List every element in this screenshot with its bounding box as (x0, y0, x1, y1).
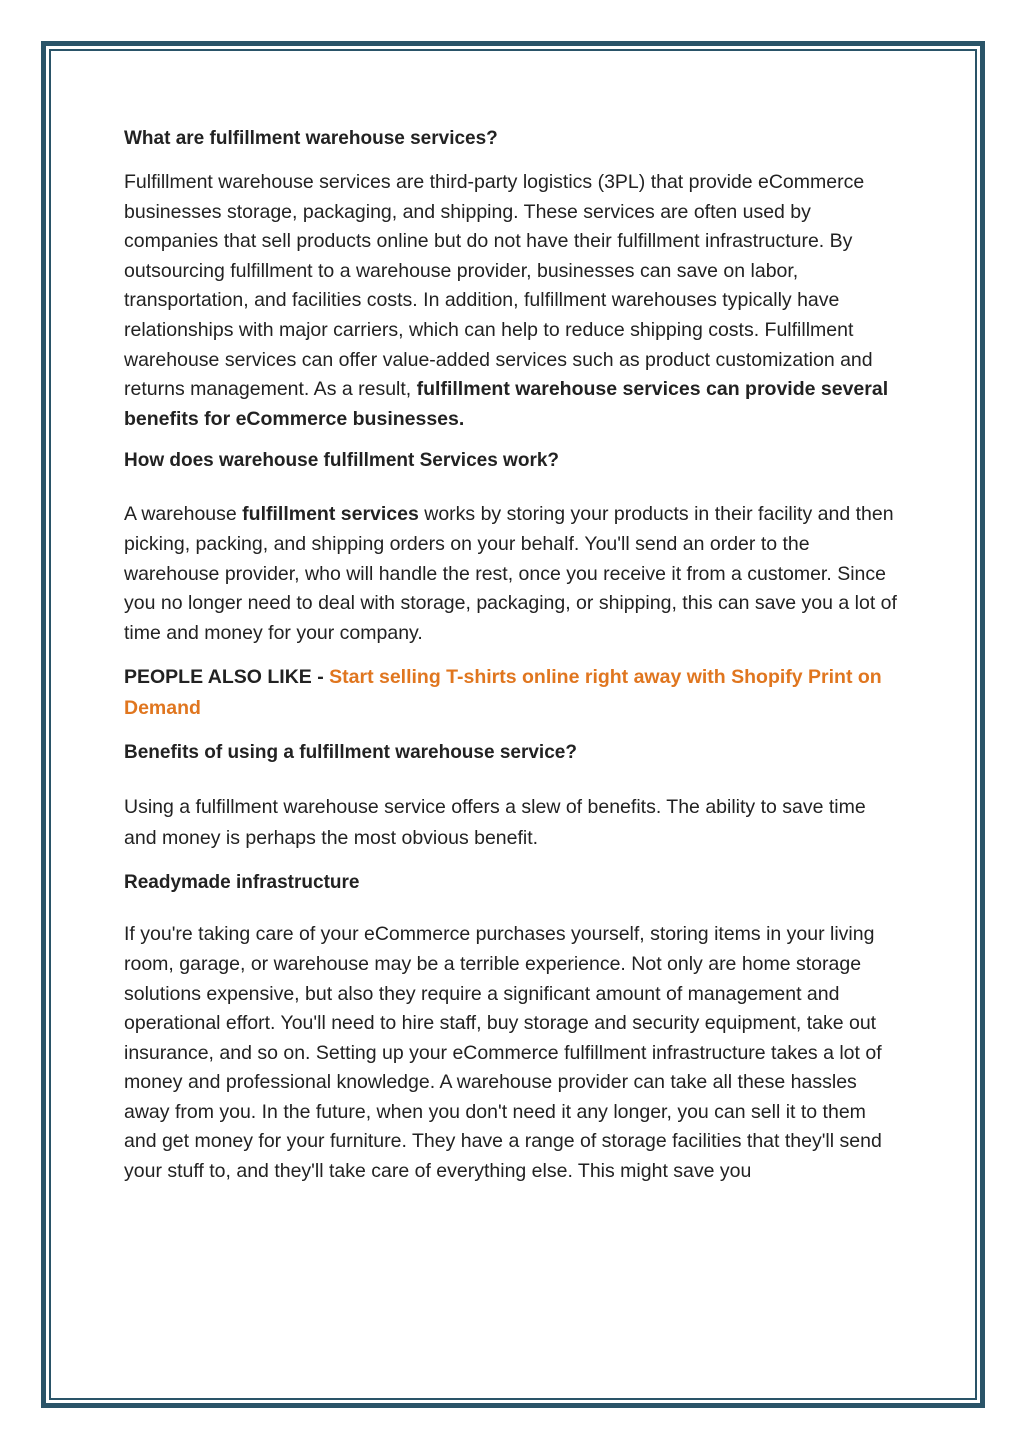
document-body (124, 124, 902, 1187)
heading-readymade-infrastructure: Readymade infrastructure (124, 872, 360, 894)
paragraph-bold-link-text: fulfillment services (242, 503, 419, 526)
paragraph-how-it-works (124, 500, 902, 648)
people-also-like-link[interactable]: Start selling T-shirts online right away with Shopify Print on Demand (124, 666, 882, 720)
paragraph-bold-text: fulfillment warehouse services can provide several benefits for eCommerce businesses. (124, 378, 889, 430)
paragraph-benefits: Using a fulfillment warehouse service offers a slew of benefits. The ability to save time and money is perhaps the most obvious benefit. (124, 796, 866, 850)
people-also-like-label: PEOPLE ALSO LIKE - (124, 666, 330, 689)
heading-what-are-services: What are fulfillment warehouse services? (124, 128, 498, 149)
paragraph-text-start: A warehouse (124, 503, 243, 526)
paragraph-what-are-services (124, 168, 902, 434)
heading-benefits: Benefits of using a fulfillment warehouse service? (124, 742, 577, 764)
paragraph-text: Fulfillment warehouse services are third-party logistics (3PL) that provide eCommerce businesses storage, packaging, and shipping. These services are often used by companies that sell products online but do not have their fulfillment infrastructure. By outsourcing fulfillment to a warehouse provider, businesses can save on labor, transportation, and facilities costs. In addition, fulfillment warehouses typically have relationships with major carriers, which can help to reduce shipping costs. Fulfillment warehouse services can offer value-added services such as product customization and returns management. As a result, (124, 171, 873, 401)
people-also-like (124, 662, 902, 724)
paragraph-readymade-infrastructure: If you're taking care of your eCommerce purchases yourself, storing items in your living room, garage, or warehouse may be a terrible experience. Not only are home storage solutions expensive, but also they require a significant amount of management and operational effort. You'll need to hire staff, buy storage and security equipment, take out insurance, and so on. Setting up your eCommerce fulfillment infrastructure takes a lot of money and professional knowledge. A warehouse provider can take all these hassles away from you. In the future, when you don't need it any longer, you can sell it to them and get money for your furniture. They have a range of storage facilities that they'll send your stuff to, and they'll take care of everything else. This might save you (124, 923, 882, 1183)
heading-how-it-works: How does warehouse fulfillment Services work? (124, 450, 560, 472)
paragraph-text-rest: works by storing your products in their facility and then picking, packing, and shipping orders on your behalf. You'll send an order to the warehouse provider, who will handle the rest, once you receive it from a customer. Since you no longer need to deal with storage, packaging, or shipping, this can save you a lot of time and money for your company. (124, 503, 897, 644)
